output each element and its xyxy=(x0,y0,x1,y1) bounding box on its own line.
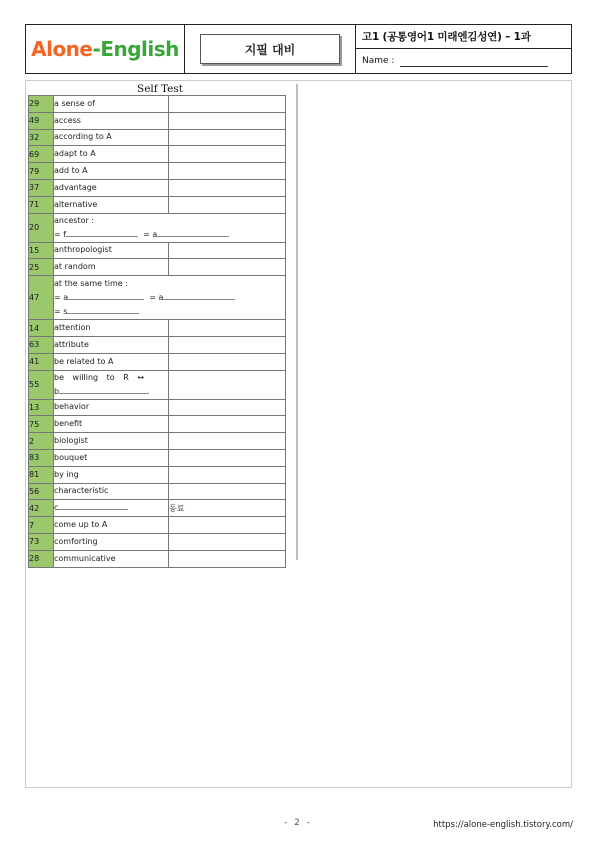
vocab-term: be related to A xyxy=(54,353,169,370)
exam-badge: 지필 대비 xyxy=(200,34,340,64)
vocab-term xyxy=(54,213,286,242)
table-row xyxy=(29,112,286,129)
course-info xyxy=(356,25,571,73)
blank-line[interactable] xyxy=(67,305,139,314)
answer-cell[interactable] xyxy=(169,146,286,163)
answer-cell[interactable] xyxy=(169,242,286,259)
table-row xyxy=(29,259,286,276)
table-row xyxy=(29,449,286,466)
item-number: 29 xyxy=(29,96,54,113)
vocab-term: benefit xyxy=(54,416,169,433)
answer-cell[interactable] xyxy=(169,550,286,567)
vocab-term: at random xyxy=(54,259,169,276)
item-number: 37 xyxy=(29,179,54,196)
answer-cell[interactable] xyxy=(169,416,286,433)
blank-prefix: c xyxy=(54,503,59,513)
vocab-term: advantage xyxy=(54,179,169,196)
vocab-term-line1: ancestor : xyxy=(54,215,95,225)
table-row xyxy=(29,163,286,180)
answer-cell[interactable] xyxy=(169,370,286,399)
table-row xyxy=(29,196,286,213)
answer-cell[interactable] xyxy=(169,163,286,180)
table-row xyxy=(29,517,286,534)
table-row xyxy=(29,242,286,259)
logo-hyphen: - xyxy=(92,37,101,61)
vocab-term-line1: be willing to R ↔ xyxy=(54,372,145,382)
table-row xyxy=(29,466,286,483)
answer-cell[interactable] xyxy=(169,449,286,466)
answer-cell[interactable] xyxy=(169,533,286,550)
answer-cell[interactable] xyxy=(169,433,286,450)
vocab-term: alternative xyxy=(54,196,169,213)
table-row xyxy=(29,353,286,370)
table-row xyxy=(29,129,286,146)
vocab-term: comforting xyxy=(54,533,169,550)
logo xyxy=(26,25,185,73)
vocab-term-line3 xyxy=(54,305,285,319)
column-divider xyxy=(296,84,298,560)
vocab-term-line1: at the same time : xyxy=(54,278,128,288)
name-label: Name : xyxy=(362,56,395,66)
vocab-term: a sense of xyxy=(54,96,169,113)
section-title: Self Test xyxy=(137,83,183,95)
item-number: 49 xyxy=(29,112,54,129)
footer-url[interactable]: https://alone-english.tistory.com/ xyxy=(433,820,573,830)
item-number: 14 xyxy=(29,320,54,337)
blank-line[interactable] xyxy=(66,228,138,237)
course-title: 고1 (공통영어1 미래엔김성연) – 1과 xyxy=(356,25,571,49)
vocab-term: behavior xyxy=(54,399,169,416)
vocab-term: add to A xyxy=(54,163,169,180)
table-row xyxy=(29,370,286,399)
vocab-term xyxy=(54,370,169,399)
vocab-term: according to A xyxy=(54,129,169,146)
table-row xyxy=(29,550,286,567)
item-number: 56 xyxy=(29,483,54,500)
item-number: 55 xyxy=(29,370,54,399)
vocab-term: anthropologist xyxy=(54,242,169,259)
vocab-term-line2 xyxy=(54,228,285,242)
answer-cell[interactable] xyxy=(169,112,286,129)
answer-cell[interactable] xyxy=(169,517,286,534)
item-number: 13 xyxy=(29,399,54,416)
table-row xyxy=(29,276,286,320)
table-row xyxy=(29,483,286,500)
vocab-term: bouquet xyxy=(54,449,169,466)
item-number: 2 xyxy=(29,433,54,450)
blank-prefix: = a xyxy=(143,229,158,239)
item-number: 63 xyxy=(29,336,54,353)
item-number: 71 xyxy=(29,196,54,213)
item-number: 81 xyxy=(29,466,54,483)
answer-cell[interactable] xyxy=(169,96,286,113)
item-number: 28 xyxy=(29,550,54,567)
item-number: 47 xyxy=(29,276,54,320)
item-number: 42 xyxy=(29,500,54,517)
answer-cell[interactable] xyxy=(169,320,286,337)
item-number: 73 xyxy=(29,533,54,550)
vocab-term: communicative xyxy=(54,550,169,567)
vocab-term: access xyxy=(54,112,169,129)
answer-cell: 동료 xyxy=(169,500,286,517)
blank-line[interactable] xyxy=(163,291,235,300)
table-row xyxy=(29,533,286,550)
answer-cell[interactable] xyxy=(169,259,286,276)
vocab-term: characteristic xyxy=(54,483,169,500)
vocab-term xyxy=(54,276,286,320)
table-row xyxy=(29,500,286,517)
table-row xyxy=(29,213,286,242)
table-row xyxy=(29,433,286,450)
vocab-term: attention xyxy=(54,320,169,337)
answer-cell[interactable] xyxy=(169,179,286,196)
table-row xyxy=(29,146,286,163)
name-row xyxy=(356,49,571,73)
vocab-term-line2 xyxy=(54,385,168,399)
page-number: - 2 - xyxy=(284,818,312,828)
item-number: 83 xyxy=(29,449,54,466)
answer-cell[interactable] xyxy=(169,336,286,353)
vocab-term: by ing xyxy=(54,466,169,483)
answer-cell[interactable] xyxy=(169,399,286,416)
item-number: 69 xyxy=(29,146,54,163)
blank-prefix: = s xyxy=(54,306,68,316)
item-number: 20 xyxy=(29,213,54,242)
logo-english: English xyxy=(100,37,179,61)
item-number: 32 xyxy=(29,129,54,146)
vocab-term: adapt to A xyxy=(54,146,169,163)
blank-line[interactable] xyxy=(58,501,128,510)
answer-cell[interactable] xyxy=(169,466,286,483)
vocab-term: biologist xyxy=(54,433,169,450)
table-row xyxy=(29,399,286,416)
table-row xyxy=(29,179,286,196)
table-row xyxy=(29,416,286,433)
name-field[interactable] xyxy=(400,56,548,67)
blank-line[interactable] xyxy=(157,228,229,237)
vocab-term: come up to A xyxy=(54,517,169,534)
badge-cell xyxy=(185,25,356,73)
answer-cell[interactable] xyxy=(169,483,286,500)
header xyxy=(25,24,572,74)
blank-line[interactable] xyxy=(59,385,149,394)
item-number: 79 xyxy=(29,163,54,180)
logo-alone: Alone xyxy=(31,37,93,61)
blank-line[interactable] xyxy=(68,291,144,300)
table-row xyxy=(29,336,286,353)
vocab-table xyxy=(28,95,286,568)
answer-cell[interactable] xyxy=(169,196,286,213)
blank-prefix: = a xyxy=(149,292,164,302)
item-number: 15 xyxy=(29,242,54,259)
blank-prefix: b xyxy=(54,386,60,396)
blank-prefix: = a xyxy=(54,292,69,302)
item-number: 25 xyxy=(29,259,54,276)
item-number: 75 xyxy=(29,416,54,433)
blank-prefix: = f xyxy=(54,229,67,239)
table-row xyxy=(29,320,286,337)
answer-cell[interactable] xyxy=(169,129,286,146)
table-row xyxy=(29,96,286,113)
vocab-term-line2 xyxy=(54,291,285,305)
vocab-term xyxy=(54,500,169,517)
answer-cell[interactable] xyxy=(169,353,286,370)
item-number: 41 xyxy=(29,353,54,370)
vocab-term: attribute xyxy=(54,336,169,353)
item-number: 7 xyxy=(29,517,54,534)
